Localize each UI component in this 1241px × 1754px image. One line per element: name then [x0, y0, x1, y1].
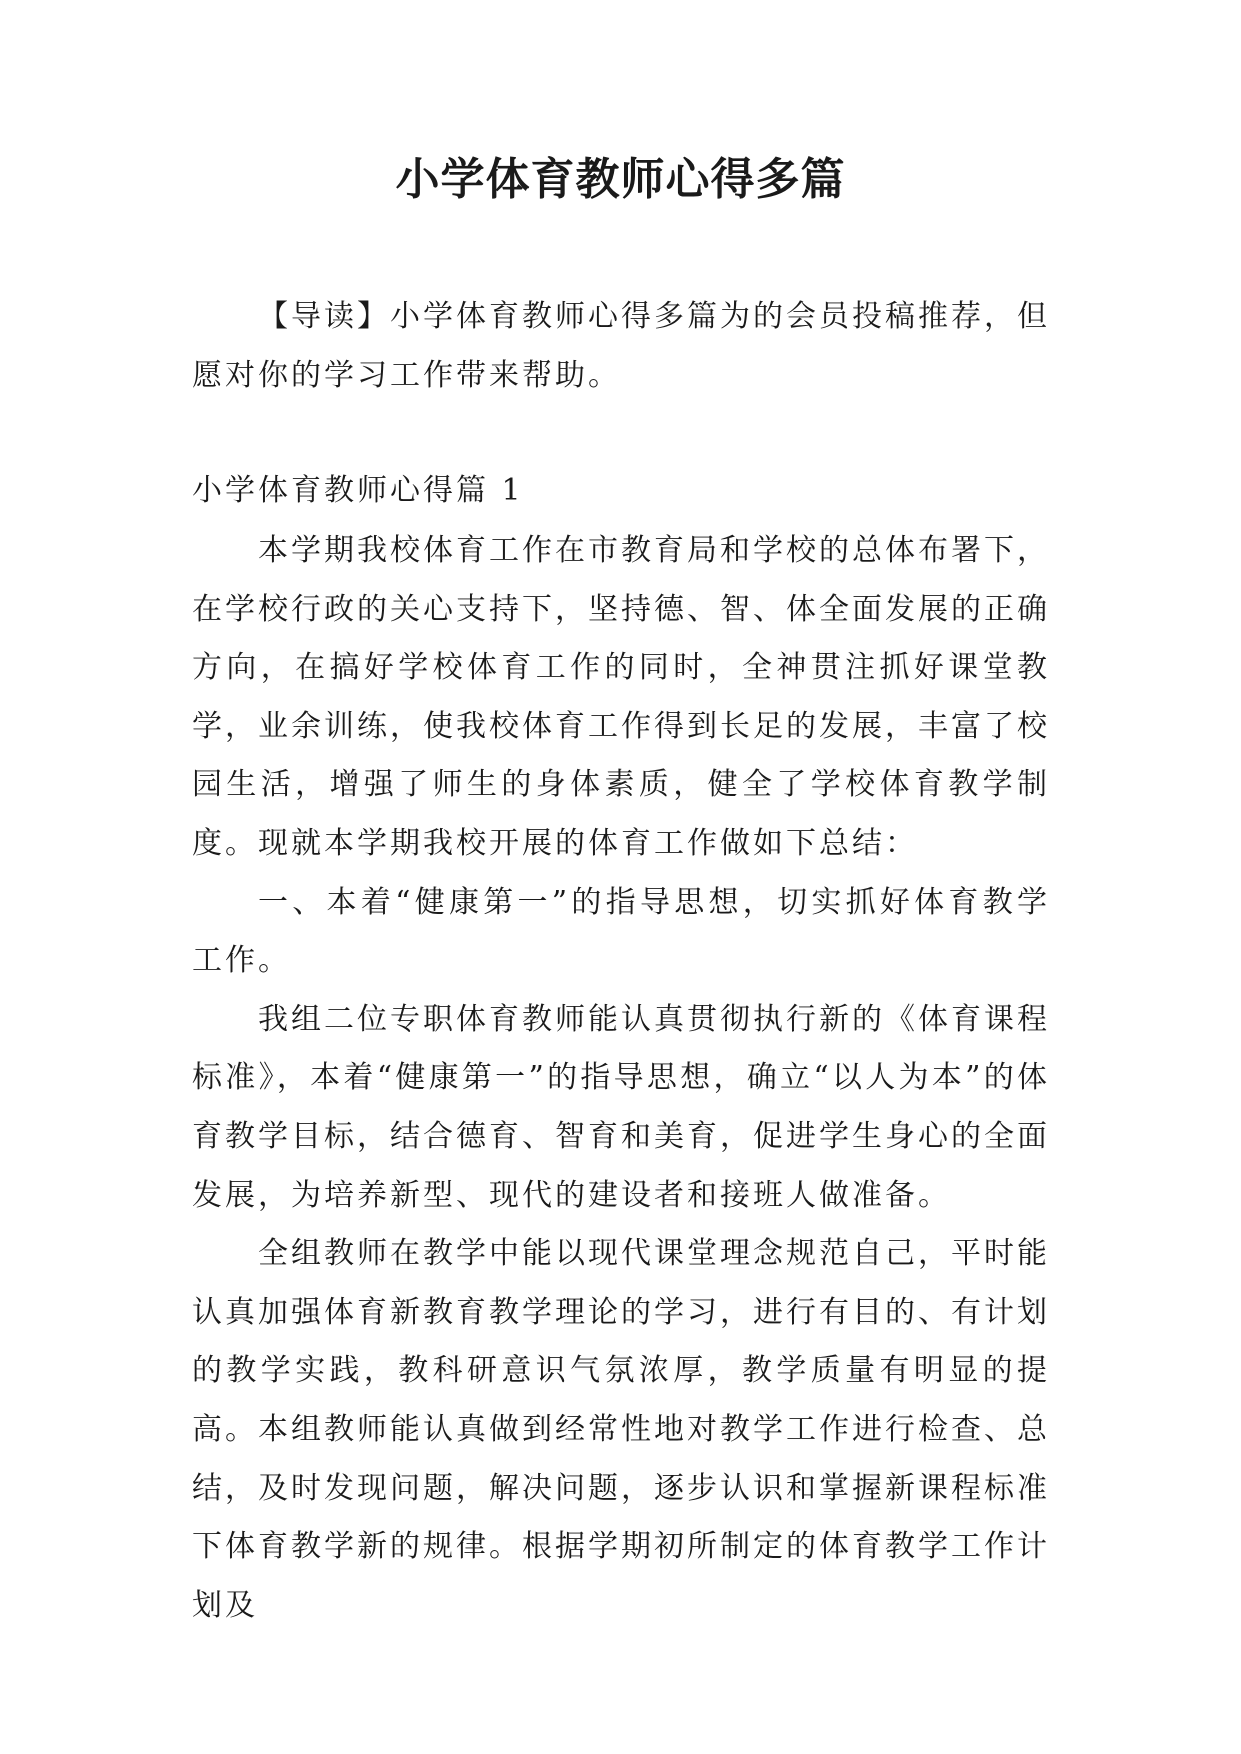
body-paragraph: 全组教师在教学中能以现代课堂理念规范自己，平时能认真加强体育新教育教学理论的学习，进行有目的、有计划的教学实践，教科研意识气氛浓厚，教学质量有明显的提高。本组教师能认真做到经常性地对教学工作进行检查、总结，及时发现问题，解决问题，逐步认识和掌握新课程标准下体育教学新的规律。根据学期初所制定的体育教学工作计划及 — [192, 1236, 1050, 1623]
body-paragraph: 一、本着“健康第一”的指导思想，切实抓好体育教学工作。 — [192, 884, 1050, 979]
body-paragraph: 本学期我校体育工作在市教育局和学校的总体布署下，在学校行政的关心支持下，坚持德、智、体全面发展的正确方向，在搞好学校体育工作的同时，全神贯注抓好课堂教学，业余训练，使我校体育工作得到长足的发展，丰富了校园生活，增强了师生的身体素质，健全了学校体育教学制度。现就本学期我校开展的体育工作做如下总结： — [192, 533, 1050, 861]
document-title: 小学体育教师心得多篇 — [395, 154, 846, 205]
intro-paragraph: 【导读】小学体育教师心得多篇为的会员投稿推荐，但愿对你的学习工作带来帮助。 — [192, 299, 1050, 393]
section-heading: 小学体育教师心得篇 1 — [192, 473, 524, 508]
body-paragraph: 我组二位专职体育教师能认真贯彻执行新的《体育课程标准》，本着“健康第一”的指导思想，确立“以人为本”的体育教学目标，结合德育、智育和美育，促进学生身心的全面发展，为培养新型、现代的建设者和接班人做准备。 — [192, 1001, 1050, 1213]
document-body — [192, 522, 1050, 1635]
